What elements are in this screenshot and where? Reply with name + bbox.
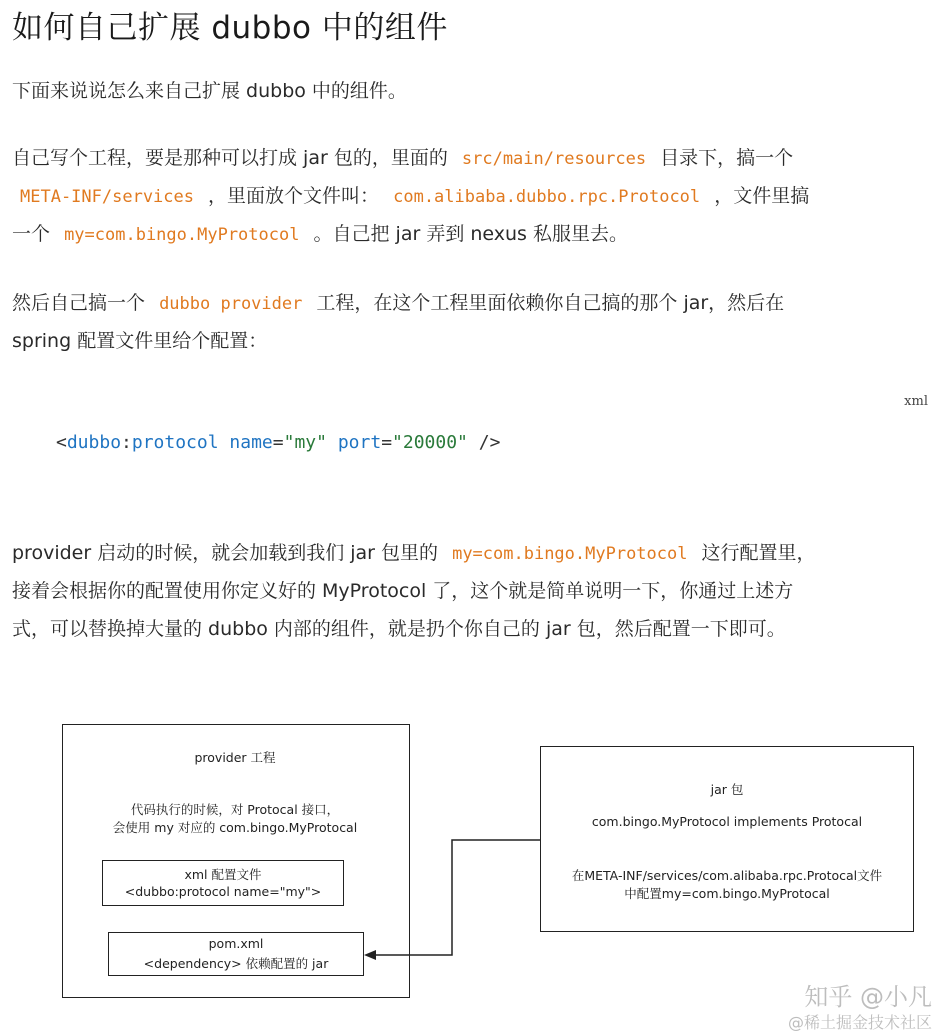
inline-code-protocol-file: com.alibaba.dubbo.rpc.Protocol: [393, 187, 701, 207]
code-val-name: "my": [283, 432, 327, 453]
code-namespace: dubbo: [66, 432, 122, 453]
para1-text-3: ，里面放个文件叫：: [208, 185, 380, 207]
para1-text-1: 自己写个工程，要是那种可以打成 jar 包的，里面的: [12, 147, 448, 169]
watermark-zhihu: 知乎 @小凡: [804, 983, 932, 1011]
code-colon: :: [121, 432, 132, 453]
inline-code-resources: src/main/resources: [461, 149, 647, 169]
code-attr-port: port: [337, 432, 382, 453]
code-tag: protocol: [131, 432, 219, 453]
xml-config-tag: <dubbo:protocol name="my">: [124, 884, 322, 899]
provider-desc-2: 会使用 my 对应的 com.bingo.MyProtocal: [112, 820, 358, 835]
pom-dependency: <dependency> 依赖配置的 jar: [143, 956, 329, 971]
watermark: [788, 982, 932, 1034]
inline-code-dubbo-provider: dubbo provider: [159, 294, 303, 314]
jar-title: jar 包: [710, 782, 744, 797]
code-eq-2: =: [381, 432, 393, 453]
para2-text-2: 工程，在这个工程里面依赖你自己搞的那个 jar，然后在: [316, 292, 785, 314]
pom-xml-label: pom.xml: [208, 936, 264, 951]
para1-text-6: 。自己把 jar 弄到 nexus 私服里去。: [313, 223, 628, 245]
para1-text-2: 目录下，搞一个: [660, 147, 794, 169]
inline-code-my-protocol-2: my=com.bingo.MyProtocol: [452, 544, 688, 564]
code-attr-name: name: [229, 432, 273, 453]
para3-line3: 式，可以替换掉大量的 dubbo 内部的组件，就是扔个你自己的 jar 包，然后配置一下即可。: [12, 618, 786, 640]
jar-meta-inf-1: 在META-INF/services/com.alibaba.rpc.Protocal文件: [571, 868, 883, 883]
jar-meta-inf-2: 中配置my=com.bingo.MyProtocal: [624, 886, 830, 901]
para3-line2: 接着会根据你的配置使用你定义好的 MyProtocol 了，这个就是简单说明一下，你通过上述方: [12, 580, 794, 602]
code-language-label: xml: [904, 394, 928, 409]
watermark-juejin: @稀土掘金技术社区: [787, 1013, 932, 1032]
para1-text-5: 一个: [12, 223, 51, 245]
inline-code-my-protocol: my=com.bingo.MyProtocol: [64, 225, 300, 245]
code-close: />: [478, 432, 501, 453]
jar-implements: com.bingo.MyProtocol implements Protocal: [591, 814, 863, 829]
para2-line2: spring 配置文件里给个配置：: [12, 330, 268, 352]
intro-text: 下面来说说怎么来自己扩展 dubbo 中的组件。: [12, 80, 407, 102]
code-open: <: [56, 432, 67, 453]
provider-title: provider 工程: [194, 750, 276, 765]
provider-desc-1: 代码执行的时候，对 Protocal 接口，: [130, 802, 340, 817]
code-eq-1: =: [272, 432, 284, 453]
para2-text-1: 然后自己搞一个: [12, 292, 146, 314]
code-val-port: "20000": [392, 432, 468, 453]
inline-code-meta-inf: META-INF/services: [20, 187, 194, 207]
para1-text-4: ，文件里搞: [714, 185, 810, 207]
page-title: 如何自己扩展 dubbo 中的组件: [12, 10, 448, 46]
para3-text-2: 这行配置里，: [701, 542, 816, 564]
para3-text-1: provider 启动的时候，就会加载到我们 jar 包里的: [12, 542, 439, 564]
xml-config-label: xml 配置文件: [184, 867, 262, 882]
